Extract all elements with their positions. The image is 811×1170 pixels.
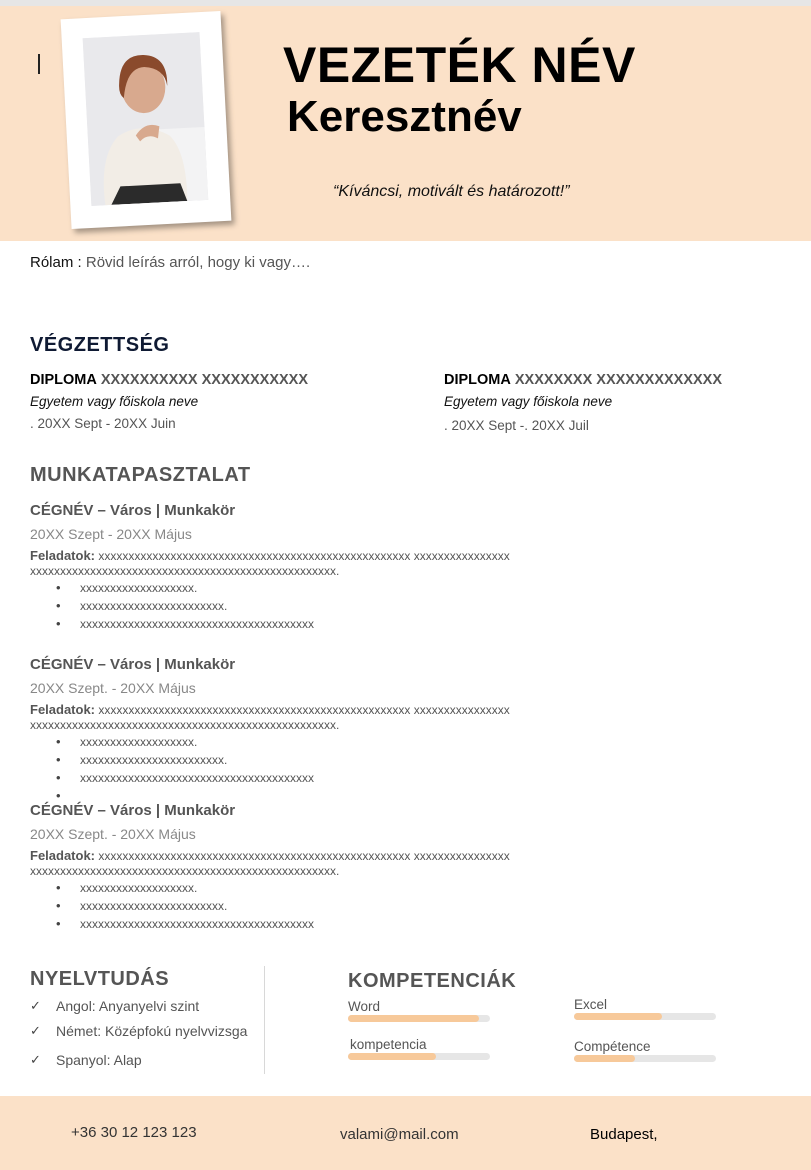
job-tasks [30, 548, 590, 579]
skill-label: Word [348, 999, 381, 1014]
job-title: CÉGNÉV – Város | Munkakör [30, 802, 236, 819]
job-tasks [30, 702, 590, 733]
skill-item [574, 1039, 716, 1062]
school-name: Egyetem vagy főiskola neve [30, 394, 199, 409]
education-item [30, 372, 390, 431]
checkmark-icon: ✓ [30, 998, 41, 1013]
education-heading: VÉGZETTSÉG [30, 334, 170, 356]
contact-footer [0, 1096, 811, 1170]
language-text: Spanyol: Alap [56, 1052, 142, 1068]
skill-bar-track [574, 1055, 716, 1062]
last-name: VEZETÉK NÉV [283, 37, 636, 93]
diploma-label: DIPLOMA [444, 372, 511, 388]
checkmark-icon: ✓ [30, 1023, 41, 1038]
list-item: • xxxxxxxxxxxxxxxxxxxxxxxxxxxxxxxxxxxxxxx [56, 615, 590, 633]
education-title [444, 372, 804, 388]
list-item: • xxxxxxxxxxxxxxxxxxxxxxxx. [56, 897, 590, 915]
task-list [56, 733, 590, 801]
profile-photo-frame [61, 11, 232, 229]
city: Budapest, [590, 1126, 658, 1143]
language-text: Német: Középfokú nyelvvizsga [56, 1023, 248, 1039]
skill-bar-fill [348, 1015, 479, 1022]
language-item [30, 1052, 247, 1068]
list-item: • xxxxxxxxxxxxxxxxxxx. [56, 733, 590, 751]
phone-number: +36 30 12 123 123 [71, 1124, 197, 1141]
checkmark-icon: ✓ [30, 1052, 41, 1067]
skill-item [574, 997, 716, 1020]
tasks-label: Feladatok: [30, 702, 96, 717]
skill-bar-track [574, 1013, 716, 1020]
profile-photo [83, 32, 209, 206]
diploma-label: DIPLOMA [30, 372, 97, 388]
diploma-field: XXXXXXXX XXXXXXXXXXXXX [514, 372, 723, 388]
job-tasks [30, 848, 590, 879]
job-entry [30, 656, 590, 801]
tasks-label: Feladatok: [30, 848, 96, 863]
education-title [30, 372, 390, 388]
list-item: • xxxxxxxxxxxxxxxxxxxxxxxxxxxxxxxxxxxxxxx [56, 769, 590, 787]
job-title: CÉGNÉV – Város | Munkakör [30, 656, 236, 673]
job-title: CÉGNÉV – Város | Munkakör [30, 502, 236, 519]
job-entry [30, 502, 590, 633]
language-text: Angol: Anyanyelvi szint [56, 998, 200, 1014]
list-item: • xxxxxxxxxxxxxxxxxxx. [56, 579, 590, 597]
tasks-text: xxxxxxxxxxxxxxxxxxxxxxxxxxxxxxxxxxxxxxxxxxxxxxxxxxxx xxxxxxxxxxxxxxxx xxxxxxxxxxxxxxxxxxxxxxxxxxxxxxxxxxxxxxxxxxxxxxxxxxx. [30, 549, 510, 578]
job-dates: 20XX Szept. - 20XX Május [30, 826, 196, 842]
list-item: • xxxxxxxxxxxxxxxxxxxxxxxx. [56, 597, 590, 615]
skill-bar-fill [574, 1013, 662, 1020]
skill-label: kompetencia [350, 1037, 427, 1052]
language-item [30, 998, 247, 1014]
list-item [56, 787, 590, 801]
column-divider [264, 966, 265, 1074]
education-dates: . 20XX Sept - 20XX Juin [30, 416, 176, 431]
task-list [56, 579, 590, 633]
skills-heading: KOMPETENCIÁK [348, 970, 517, 992]
skill-item [348, 1037, 490, 1060]
skill-bar-track [348, 1015, 490, 1022]
diploma-field: XXXXXXXXXX XXXXXXXXXXX [100, 372, 309, 388]
motto: “Kíváncsi, motivált és határozott!” [333, 183, 570, 200]
list-item: • xxxxxxxxxxxxxxxxxxxxxxxx. [56, 751, 590, 769]
education-dates: . 20XX Sept -. 20XX Juil [444, 418, 589, 433]
skill-bar-track [348, 1053, 490, 1060]
languages-heading: NYELVTUDÁS [30, 968, 170, 990]
school-name: Egyetem vagy főiskola neve [444, 394, 613, 409]
about-section [30, 254, 310, 271]
text-cursor [38, 54, 40, 74]
education-item [444, 372, 804, 433]
about-label: Rólam : [30, 254, 82, 271]
email-address: valami@mail.com [340, 1126, 459, 1143]
job-dates: 20XX Szept - 20XX Május [30, 526, 192, 542]
skill-item [348, 999, 490, 1022]
job-dates: 20XX Szept. - 20XX Május [30, 680, 196, 696]
job-entry [30, 802, 590, 933]
list-item: • xxxxxxxxxxxxxxxxxxxxxxxxxxxxxxxxxxxxxxx [56, 915, 590, 933]
experience-heading: MUNKATAPASZTALAT [30, 464, 251, 486]
tasks-label: Feladatok: [30, 548, 96, 563]
about-text: Rövid leírás arról, hogy ki vagy…. [85, 254, 311, 271]
skill-label: Compétence [574, 1039, 651, 1054]
skill-bar-fill [574, 1055, 635, 1062]
language-item [30, 1023, 247, 1039]
first-name: Keresztnév [287, 92, 522, 141]
tasks-text: xxxxxxxxxxxxxxxxxxxxxxxxxxxxxxxxxxxxxxxxxxxxxxxxxxxx xxxxxxxxxxxxxxxx xxxxxxxxxxxxxxxxxxxxxxxxxxxxxxxxxxxxxxxxxxxxxxxxxxx. [30, 703, 510, 732]
list-item: • xxxxxxxxxxxxxxxxxxx. [56, 879, 590, 897]
tasks-text: xxxxxxxxxxxxxxxxxxxxxxxxxxxxxxxxxxxxxxxxxxxxxxxxxxxx xxxxxxxxxxxxxxxx xxxxxxxxxxxxxxxxxxxxxxxxxxxxxxxxxxxxxxxxxxxxxxxxxxx. [30, 849, 510, 878]
skill-label: Excel [574, 997, 608, 1012]
skill-bar-fill [348, 1053, 436, 1060]
languages-list [30, 998, 247, 1068]
task-list [56, 879, 590, 933]
